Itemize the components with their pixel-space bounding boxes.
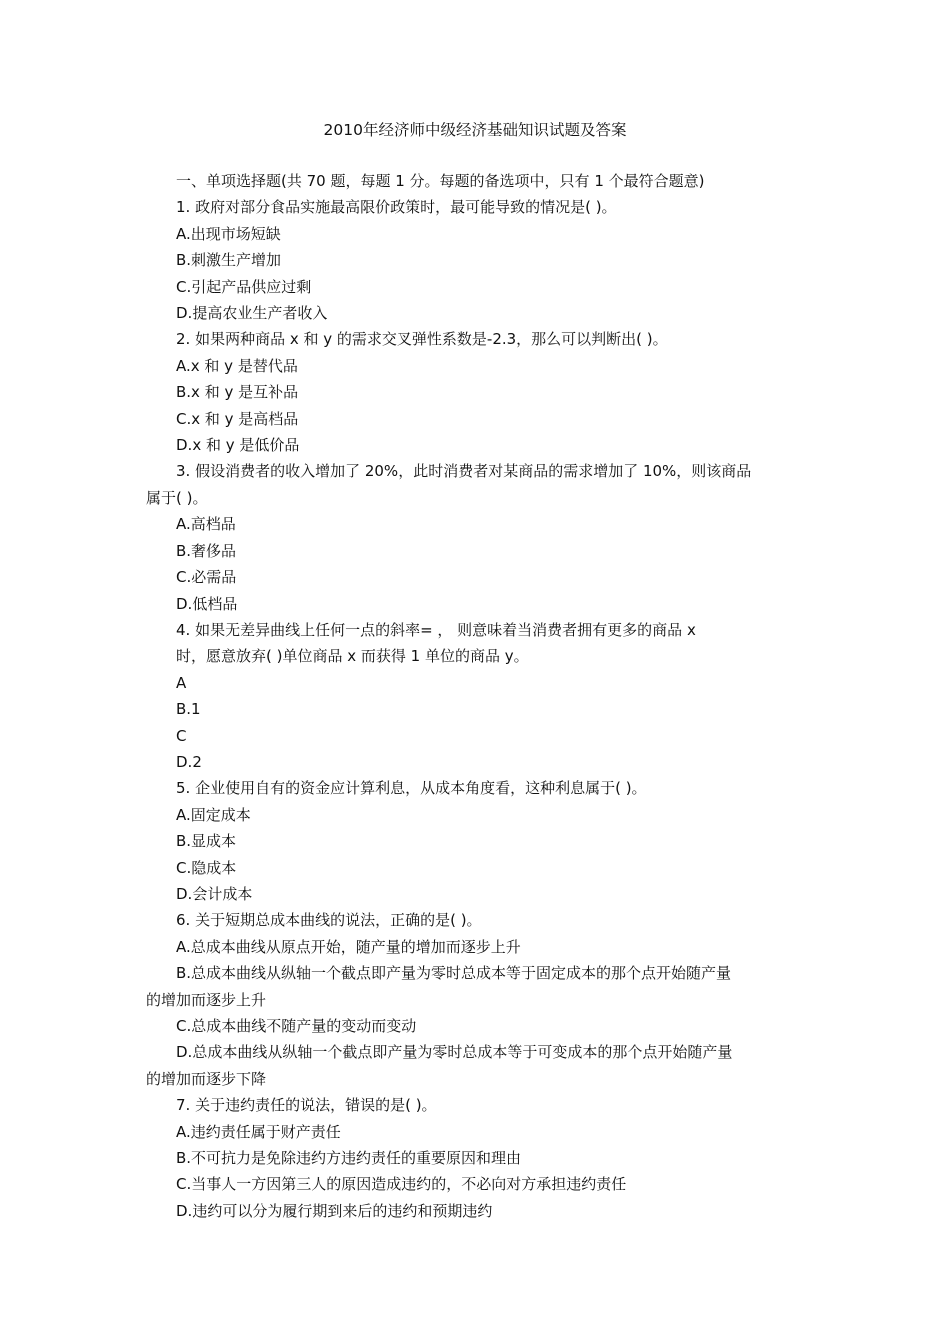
question-4-stem-line-1: 4. 如果无差异曲线上任何一点的斜率= ， 则意味着当消费者拥有更多的商品 x	[176, 620, 696, 639]
question-3-option-a: A.高档品	[176, 515, 236, 534]
question-4-option-c: C	[176, 726, 187, 745]
question-4-option-a: A	[176, 673, 187, 692]
question-1-option-b: B.刺激生产增加	[176, 251, 282, 270]
question-5-option-c: C.隐成本	[176, 858, 237, 877]
document-title: 2010年经济师中级经济基础知识试题及答案	[323, 121, 627, 139]
question-1-option-d: D.提高农业生产者收入	[176, 304, 328, 323]
question-5-option-b: B.显成本	[176, 832, 237, 851]
question-6-stem: 6. 关于短期总成本曲线的说法，正确的是( )。	[176, 911, 482, 930]
question-2-option-d: D.x 和 y 是低价品	[176, 436, 300, 455]
question-3-option-d: D.低档品	[176, 594, 238, 613]
question-2-option-c: C.x 和 y 是高档品	[176, 409, 299, 428]
question-7-option-d: D.违约可以分为履行期到来后的违约和预期违约	[176, 1201, 493, 1220]
question-7-option-c: C.当事人一方因第三人的原因造成违约的，不必向对方承担违约责任	[176, 1175, 627, 1194]
question-2-option-a: A.x 和 y 是替代品	[176, 356, 298, 375]
question-4-option-b: B.1	[176, 700, 201, 719]
question-1-option-c: C.引起产品供应过剩	[176, 277, 312, 296]
question-6-option-d-line-1: D.总成本曲线从纵轴一个截点即产量为零时总成本等于可变成本的那个点开始随产量	[176, 1043, 733, 1062]
question-5-option-a: A.固定成本	[176, 805, 251, 824]
section-heading: 一、单项选择题(共 70 题，每题 1 分。每题的备选项中，只有 1 个最符合题意)	[176, 172, 705, 190]
question-6-option-c: C.总成本曲线不随产量的变动而变动	[176, 1017, 417, 1035]
question-4-stem-line-2: 时，愿意放弃( )单位商品 x 而获得 1 单位的商品 y。	[176, 647, 529, 666]
question-6-option-d-line-2: 的增加而逐步下降	[146, 1069, 267, 1088]
question-6-option-b-line-2: 的增加而逐步上升	[146, 990, 267, 1009]
question-7-stem: 7. 关于违约责任的说法，错误的是( )。	[176, 1096, 437, 1115]
question-1-option-a: A.出现市场短缺	[176, 224, 281, 243]
question-6-option-b-line-1: B.总成本曲线从纵轴一个截点即产量为零时总成本等于固定成本的那个点开始随产量	[176, 964, 732, 983]
question-3-stem-line-1: 3. 假设消费者的收入增加了 20%，此时消费者对某商品的需求增加了 10%，则该商品	[176, 462, 752, 481]
question-1-stem: 1. 政府对部分食品实施最高限价政策时，最可能导致的情况是( )。	[176, 198, 617, 217]
question-3-option-c: C.必需品	[176, 568, 237, 587]
question-5-stem: 5. 企业使用自有的资金应计算利息，从成本角度看，这种利息属于( )。	[176, 779, 647, 798]
question-6-option-a: A.总成本曲线从原点开始，随产量的增加而逐步上升	[176, 937, 521, 956]
document-body	[146, 168, 816, 1224]
question-3-option-b: B.奢侈品	[176, 541, 237, 560]
question-2-stem: 2. 如果两种商品 x 和 y 的需求交叉弹性系数是-2.3，那么可以判断出( )。	[176, 330, 668, 349]
question-5-option-d: D.会计成本	[176, 884, 253, 903]
question-7-option-b: B.不可抗力是免除违约方违约责任的重要原因和理由	[176, 1149, 522, 1168]
question-7-option-a: A.违约责任属于财产责任	[176, 1122, 341, 1141]
question-2-option-b: B.x 和 y 是互补品	[176, 383, 299, 402]
question-4-option-d: D.2	[176, 752, 202, 771]
question-3-stem-line-2: 属于( )。	[146, 488, 208, 507]
